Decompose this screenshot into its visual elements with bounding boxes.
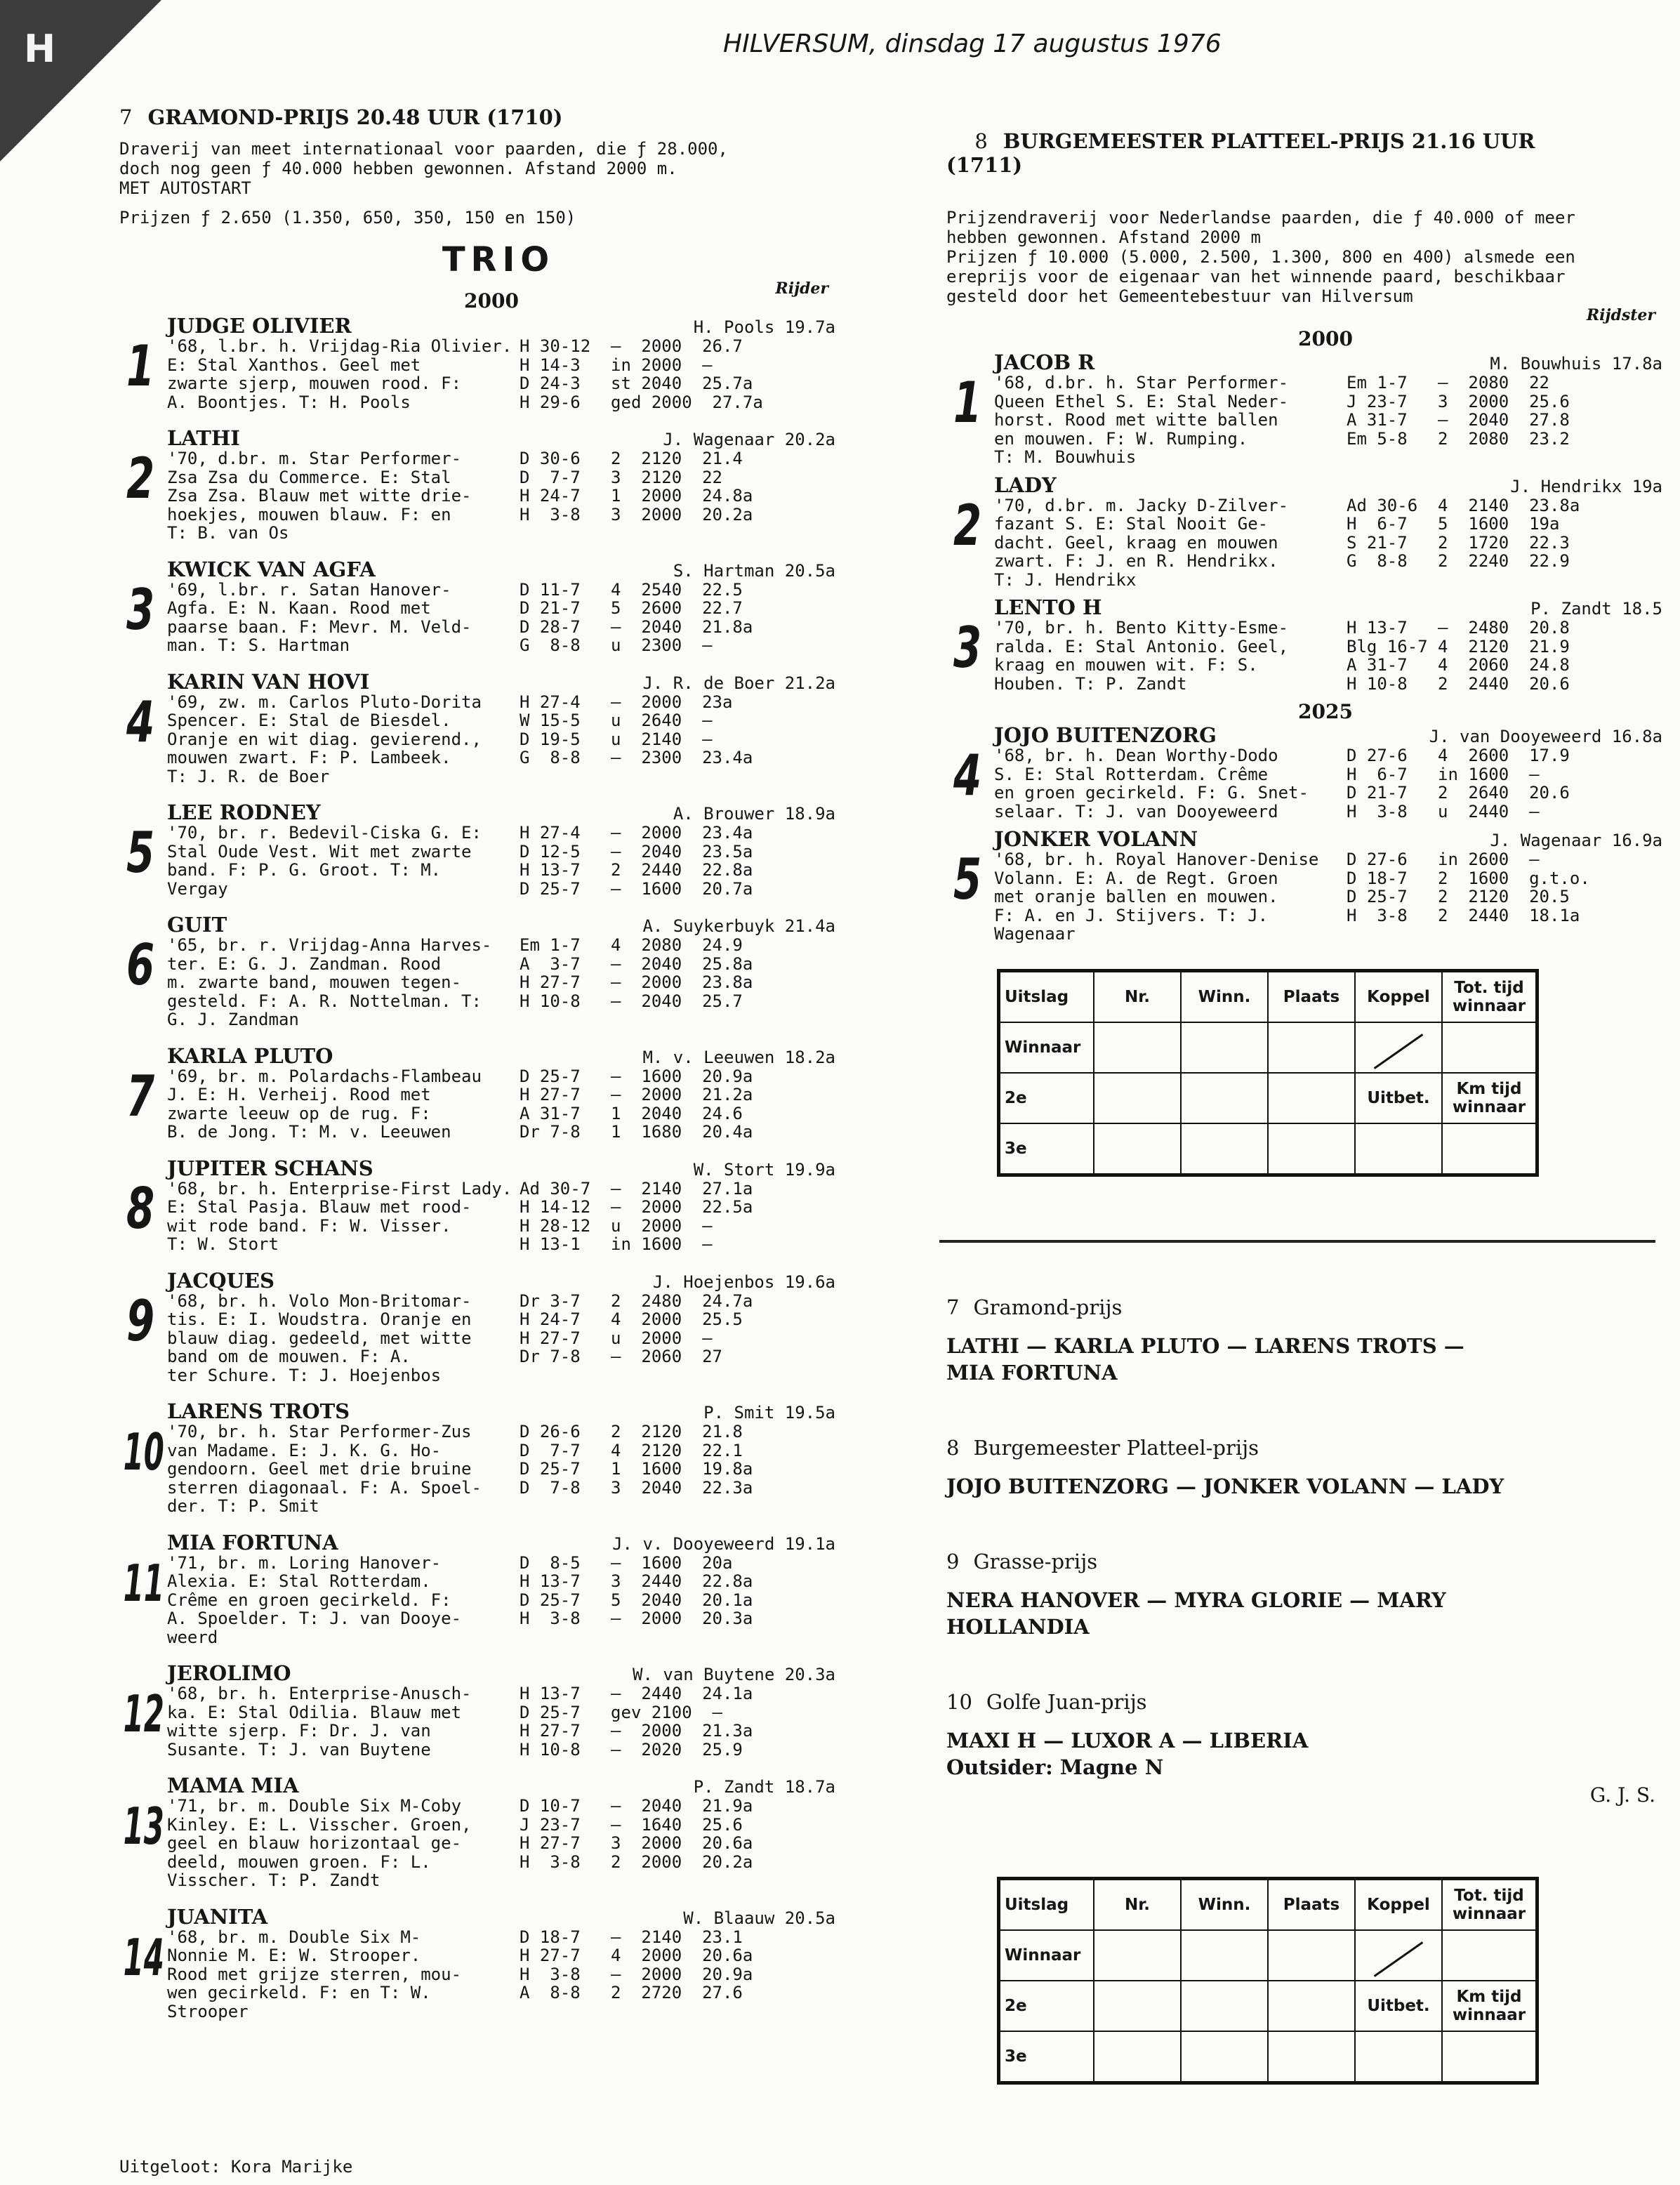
tip-block [946,1549,1662,1640]
horse-description: '68, br. h. Dean Worthy-Dodo S. E: Stal Rotterdam. Crême en groen gecirkeld. F: G. Snet- selaar. T: J. van Dooyeweerd [994,746,1309,821]
recent-results: D 26-6 2 2120 21.8 D 7-7 4 2120 22.1 D 25-7 1 1600 19.8a D 7-8 3 2040 22.3a [520,1422,753,1498]
horse-name: JOJO BUITENZORG [994,723,1217,747]
horse-name: LENTO H [994,595,1102,619]
race-8-number: 8 [974,129,988,153]
entry-body [167,1067,835,1142]
driver-name: M. v. Leeuwen 18.2a [642,1047,835,1067]
entry-body [167,581,835,655]
race-7-withdrawn: Uitgeloot: Kora Marijke [119,2157,353,2177]
driver-name: W. Blaauw 20.5a [683,1908,835,1928]
entry-header [994,828,1662,850]
recent-results: Ad 30-6 4 2140 23.8a H 6-7 5 1600 19a S 21-7 2 1720 22.3 G 8-8 2 2240 22.9 [1347,495,1580,571]
recent-results: H 27-4 — 2000 23.4a D 12-5 — 2040 23.5a H 13-7 2 2440 22.8a D 25-7 — 1600 20.7a [520,823,753,899]
table-cell [1442,1123,1537,1175]
koppel-slash-icon [1374,1941,1424,1977]
table-header-row [999,970,1537,1022]
table-cell [1442,1022,1537,1073]
horse-name: KWICK VAN AGFA [167,557,376,581]
entry-number: 2 [953,492,982,558]
horse-description: '71, br. m. Loring Hanover- Alexia. E: Stal Rotterdam. Crême en groen gecirkeld. F: A. Spoelder. T: J. van Dooye- weerd [167,1552,462,1647]
tip-race-title: Burgemeester Platteel-prijs [973,1435,1259,1460]
horse-entry [119,801,835,898]
row-label: 2e [999,1073,1094,1123]
driver-name: P. Zandt 18.7a [693,1777,835,1797]
table-cell [1094,1022,1181,1073]
table-header-cell: Uitslag [999,1878,1094,1930]
table-cell [1355,1930,1442,1981]
table-cell [1442,2031,1537,2083]
driver-name: J. Hoejenbos 19.6a [652,1272,835,1292]
horse-name: LARENS TROTS [167,1399,350,1423]
entry-body [167,824,835,898]
entry-header [994,724,1662,746]
tip-block [946,1295,1662,1386]
horse-name: KARIN VAN HOVI [167,669,370,694]
horse-entry [119,1157,835,1254]
horse-description: '68, d.br. h. Star Performer- Queen Ethel S. E: Stal Neder- horst. Rood met witte ballen en mouwen. F: W. Rumping. T: M. Bouwhuis [994,373,1289,467]
driver-name: J. van Dooyeweerd 16.8a [1429,727,1662,746]
entry-number: 10 [123,1422,164,1481]
entry-body [994,746,1662,821]
entry-body [994,850,1662,944]
entry-number: 1 [953,370,982,435]
entry-body [167,449,835,543]
driver-name: P. Zandt 18.5 [1530,599,1662,619]
race-7-column [119,105,835,2177]
entry-body [167,1928,835,2021]
table-header-cell: Uitslag [999,970,1094,1022]
km-tijd-label: Km tijd winnaar [1442,1073,1537,1123]
horse-description: '69, br. m. Polardachs-Flambeau J. E: H. Verheij. Rood met zwarte leeuw op de rug. F: B. de Jong. T: M. v. Leeuwen [167,1066,482,1142]
section-divider [939,1240,1655,1243]
race-7-number: 7 [119,105,133,129]
recent-results: Ad 30-7 — 2140 27.1a H 14-12 — 2000 22.5a H 28-12 u 2000 — H 13-1 in 1600 — [520,1178,753,1254]
row-label: 3e [999,2031,1094,2083]
table-cell [1094,1930,1181,1981]
entry-body [994,374,1662,467]
horse-entry [946,828,1662,944]
table-header-cell: Tot. tijd winnaar [1442,970,1537,1022]
tips-section [946,1295,1662,1781]
horse-entry [119,1531,835,1647]
horse-description: '70, br. h. Bento Kitty-Esme- ralda. E: Stal Antonio. Geel, kraag en mouwen wit. F: S. Houben. T: P. Zandt [994,618,1289,694]
race-7-title: GRAMOND-PRIJS 20.48 UUR (1710) [147,105,563,129]
horse-entry [946,596,1662,693]
uitbet-label: Uitbet. [1355,1981,1442,2031]
driver-name: W. Stort 19.9a [693,1159,835,1180]
recent-results: D 11-7 4 2540 22.5 D 21-7 5 2600 22.7 D 28-7 — 2040 21.8a G 8-8 u 2300 — [520,579,753,655]
tip-horses: JOJO BUITENZORG — JONKER VOLANN — LADY [946,1474,1504,1498]
horse-description: '70, d.br. m. Star Performer- Zsa Zsa du Commerce. E: Stal Zsa Zsa. Blauw met witte drie- hoekjes, mouwen blauw. F: en T: B. van Os [167,449,472,543]
result-table-race-10 [997,1877,1539,2085]
horse-description: '69, zw. m. Carlos Pluto-Dorita Spencer. E: Stal de Biesdel. Oranje en wit diag. gevierend., mouwen zwart. F: P. Lambeek. T: J. R. de Boer [167,692,482,786]
recent-results: D 18-7 — 2140 23.1 H 27-7 4 2000 20.6a H 3-8 — 2000 20.9a A 8-8 2 2720 27.6 [520,1927,753,2002]
horse-name: JUPITER SCHANS [167,1156,373,1180]
table-header-cell: Winn. [1181,1878,1268,1930]
race-8-heading [946,105,1662,201]
tip-race-number: 7 [946,1295,960,1319]
horse-name: JACOB R [994,350,1095,374]
horse-description: '68, br. h. Enterprise-Anusch- ka. E: Stal Odilia. Blauw met witte sjerp. F: Dr. J. van Susante. T: J. van Buytene [167,1684,472,1760]
entry-body [994,496,1662,590]
entry-number: 11 [123,1553,164,1613]
uitbet-label: Uitbet. [1355,1073,1442,1123]
recent-results: H 13-7 — 2440 24.1a D 25-7 gev 2100 — H 27-7 — 2000 21.3a H 10-8 — 2020 25.9 [520,1684,753,1760]
table-header-cell: Winn. [1181,970,1268,1022]
tip-race-number: 8 [946,1435,960,1460]
tip-heading [946,1295,1662,1320]
driver-name: A. Brouwer 18.9a [673,804,835,824]
table-cell [1181,1123,1268,1175]
entry-header [167,1400,835,1422]
horse-entry [119,558,835,655]
entry-header [167,801,835,824]
horse-description: '68, br. h. Royal Hanover-Denise Volann. E: A. de Regt. Groen met oranje ballen en mouwen. F: A. en J. Stijvers. T: J. Wagenaar [994,850,1319,944]
entry-header [167,427,835,449]
horse-entry [119,427,835,543]
entry-number: 7 [126,1063,155,1129]
entry-number: 12 [123,1684,164,1743]
tip-race-title: Golfe Juan-prijs [986,1689,1147,1714]
horse-entry [119,1269,835,1385]
entry-header [167,1906,835,1928]
entry-body [994,619,1662,693]
horse-description: '70, br. h. Star Performer-Zus van Madame. E: J. K. G. Ho- gendoorn. Geel met drie bruine sterren diagonaal. F: A. Spoel- der. T: P. Smit [167,1422,482,1516]
horse-entry [119,315,835,411]
horse-description: '68, br. h. Volo Mon-Britomar- tis. E: I. Woudstra. Oranje en blauw diag. gedeeld, met witte band om de mouwen. F: A. ter Schure. T: J. Hoejenbos [167,1290,472,1385]
table-header-cell: Plaats [1268,970,1355,1022]
table-cell [1181,1930,1268,1981]
row-label: 3e [999,1123,1094,1175]
horse-description: '70, d.br. m. Jacky D-Zilver- fazant S. E: Stal Nooit Ge- dacht. Geel, kraag en mouwen zwart. F: J. en R. Hendrikx. T: J. Hendrikx [994,495,1289,590]
tip-heading [946,1689,1662,1715]
entry-header [167,1662,835,1684]
entry-header [167,913,835,936]
entry-number: 14 [123,1927,164,1987]
entry-body [167,1554,835,1647]
entry-number: 3 [953,615,982,680]
signature: G. J. S. [1589,1783,1655,1807]
horse-entry [119,1774,835,1890]
race-8-distance-b: 2025 [1298,700,1353,723]
horse-name: JONKER VOLANN [994,827,1198,851]
table-cell [1094,1981,1181,2031]
horse-name: MIA FORTUNA [167,1530,338,1554]
tip-horses: LATHI — KARLA PLUTO — LARENS TROTS — MIA FORTUNA [946,1333,1464,1385]
horse-entry [946,724,1662,821]
entry-number: 5 [953,847,982,912]
tip-race-title: Gramond-prijs [973,1295,1123,1319]
entry-number: 3 [126,576,155,642]
horse-entry [119,1906,835,2021]
entry-number: 2 [126,446,155,511]
driver-name: P. Smit 19.5a [703,1403,835,1422]
driver-name: H. Pools 19.7a [693,317,835,337]
horse-description: '70, br. r. Bedevil-Ciska G. E: Stal Oude Vest. Wit met zwarte band. F: P. G. Groot. T: M. Vergay [167,823,482,899]
driver-name: A. Suykerbuyk 21.4a [642,916,835,936]
row-label: Winnaar [999,1022,1094,1073]
entry-number: 1 [126,334,155,399]
table-row [999,1981,1537,2031]
table-cell [1355,2031,1442,2083]
table-cell [1268,1930,1355,1981]
entry-number: 6 [126,932,155,998]
table-cell [1268,2031,1355,2083]
driver-name: S. Hartman 20.5a [673,560,835,581]
race-8-entries-2025 [946,724,1662,944]
race-7-prizes: Prijzen ƒ 2.650 (1.350, 650, 350, 150 en 150) [119,208,576,227]
race-7-intro: Draverij van meet internationaal voor paarden, die ƒ 28.000, doch nog geen ƒ 40.000 hebben gewonnen. Afstand 2000 m. MET AUTOSTART [119,139,728,198]
horse-entry [946,351,1662,467]
entry-body [167,1422,835,1516]
tip-race-number: 9 [946,1549,960,1573]
table-cell [1268,1022,1355,1073]
entry-body [167,936,835,1029]
entry-body [167,1180,835,1254]
driver-name: J. Hendrikx 19a [1510,476,1662,496]
race-8-intro: Prijzendraverij voor Nederlandse paarden, die ƒ 40.000 of meer hebben gewonnen. Afstand 2000 m Prijzen ƒ 10.000 (5.000, 2.500, 1.300, 800 en 400) alsmede een ereprijs voor de eigenaar van het winnende paard, beschikbaar gesteld door het Gemeentebestuur van Hilversum [946,208,1575,306]
entry-header [167,671,835,693]
entry-header [167,1531,835,1554]
entry-number: 5 [126,820,155,885]
table-cell [1181,2031,1268,2083]
horse-description: '68, l.br. h. Vrijdag-Ria Olivier. E: Stal Xanthos. Geel met zwarte sjerp, mouwen rood. F: A. Boontjes. T: H. Pools [167,336,512,412]
race-8-distance-a: 2000 [1298,327,1353,350]
horse-entry [119,1662,835,1759]
table-header-cell: Nr. [1094,1878,1181,1930]
horse-description: '69, l.br. r. Satan Hanover- Agfa. E: N. Kaan. Rood met paarse baan. F: Mevr. M. Veld- man. T: S. Hartman [167,579,472,655]
horse-description: '68, br. m. Double Six M- Nonnie M. E: W. Strooper. Rood met grijze sterren, mou- wen gecirkeld. F: en T: W. Strooper [167,1927,462,2021]
table-cell [1094,1123,1181,1175]
table-cell [1268,1981,1355,2031]
recent-results: D 27-6 in 2600 — D 18-7 2 1600 g.t.o. D 25-7 2 2120 20.5 H 3-8 2 2440 18.1a [1347,850,1590,925]
entry-header [167,558,835,581]
entry-number: 13 [123,1797,164,1856]
horse-description: '71, br. m. Double Six M-Coby Kinley. E: L. Visscher. Groen, geel en blauw horizontaal ge- deeld, mouwen groen. F: L. Visscher. T: P. Zandt [167,1796,472,1890]
horse-name: JUANITA [167,1904,268,1929]
page-header: HILVERSUM, dinsdag 17 augustus 1976 [723,29,1222,58]
race-8-column [946,105,1662,2177]
table-cell [1094,2031,1181,2083]
table-row [999,1123,1537,1175]
table-header-row [999,1878,1537,1930]
table-cell [1181,1981,1268,2031]
horse-name: LADY [994,473,1057,497]
rijder-row [119,279,835,315]
recent-results: D 27-6 4 2600 17.9 H 6-7 in 1600 — D 21-7 2 2640 20.6 H 3-8 u 2440 — [1347,746,1570,821]
horse-name: GUIT [167,913,227,937]
entry-header [167,1269,835,1292]
tip-horses: MAXI H — LUXOR A — LIBERIA Outsider: Magne N [946,1728,1309,1779]
horse-name: LEE RODNEY [167,800,321,824]
race-7-heading [119,105,835,129]
rijder-label: Rijder [775,279,828,298]
recent-results: H 30-12 — 2000 26.7 H 14-3 in 2000 — D 24-3 st 2040 25.7a H 29-6 ged 2000 27.7a [520,336,763,412]
rijdster-row [946,306,1662,327]
table-cell [1268,1073,1355,1123]
entry-number: 4 [126,689,155,755]
tip-race-number: 10 [946,1689,972,1714]
recent-results: D 10-7 — 2040 21.9a J 23-7 — 1640 25.6 H 27-7 3 2000 20.6a H 3-8 2 2000 20.2a [520,1796,753,1872]
entry-header [994,351,1662,374]
trio-label: TRIO [442,240,555,279]
tip-block [946,1689,1662,1781]
table-cell [1355,1022,1442,1073]
table-cell [1181,1022,1268,1073]
entry-header [167,315,835,337]
recent-results: Em 1-7 — 2080 22 J 23-7 3 2000 25.6 A 31-7 — 2040 27.8 Em 5-8 2 2080 23.2 [1347,373,1570,449]
recent-results: H 27-4 — 2000 23a W 15-5 u 2640 — D 19-5 u 2140 — G 8-8 — 2300 23.4a [520,692,753,767]
tip-heading [946,1435,1662,1460]
entry-header [167,1774,835,1797]
entry-body [167,1292,835,1385]
table-header-cell: Plaats [1268,1878,1355,1930]
driver-name: W. van Buytene 20.3a [633,1665,835,1684]
table-cell [1094,1073,1181,1123]
entry-body [167,1684,835,1759]
entry-header [994,474,1662,496]
tip-heading [946,1549,1662,1574]
race-8-entries-2000 [946,351,1662,693]
horse-description: '65, br. r. Vrijdag-Anna Harves- ter. E: G. J. Zandman. Rood m. zwarte band, mouwen tegen- gesteld. F: A. R. Nottelman. T: G. J. Zandman [167,935,492,1029]
driver-name: M. Bouwhuis 17.8a [1490,354,1662,374]
entry-number: 9 [126,1288,155,1354]
horse-entry [119,913,835,1029]
tip-race-title: Grasse-prijs [973,1549,1098,1573]
row-label: Winnaar [999,1930,1094,1981]
recent-results: D 30-6 2 2120 21.4 D 7-7 3 2120 22 H 24-7 1 2000 24.8a H 3-8 3 2000 20.2a [520,449,753,524]
horse-entry [119,1400,835,1516]
driver-name: J. Wagenaar 16.9a [1490,831,1662,850]
entry-number: 4 [953,743,982,808]
tip-block [946,1435,1662,1500]
horse-entry [946,474,1662,590]
race-8-title: BURGEMEESTER PLATTEEL-PRIJS 21.16 UUR (1711) [946,129,1535,177]
rijdster-label: Rijdster [1586,306,1655,324]
horse-description: '68, br. h. Enterprise-First Lady. E: Stal Pasja. Blauw met rood- wit rode band. F: W. Visser. T: W. Stort [167,1178,512,1254]
table-cell [1442,1930,1537,1981]
table-row [999,1022,1537,1073]
entry-number: 8 [126,1175,155,1241]
table-row [999,2031,1537,2083]
entry-header [994,596,1662,619]
horse-name: LATHI [167,426,240,450]
race-7-entries [119,315,835,2021]
table-row [999,1073,1537,1123]
result-table-race-8 [997,969,1539,1177]
table-header-cell: Koppel [1355,1878,1442,1930]
horse-name: KARLA PLUTO [167,1043,333,1068]
recent-results: D 8-5 — 1600 20a H 13-7 3 2440 22.8a D 25-7 5 2040 20.1a H 3-8 — 2000 20.3a [520,1552,753,1628]
entry-body [167,693,835,786]
horse-name: JACQUES [167,1268,275,1293]
recent-results: Dr 3-7 2 2480 24.7a H 24-7 4 2000 25.5 H 27-7 u 2000 — Dr 7-8 — 2060 27 [520,1290,753,1366]
driver-name: J. v. Dooyeweerd 19.1a [612,1533,835,1554]
table-cell [1268,1123,1355,1175]
horse-entry [119,671,835,786]
entry-header [167,1045,835,1067]
table-header-cell: Koppel [1355,970,1442,1022]
table-row [999,1930,1537,1981]
row-label: 2e [999,1981,1094,2031]
table-header-cell: Tot. tijd winnaar [1442,1878,1537,1930]
horse-entry [119,1045,835,1142]
entry-body [167,337,835,411]
recent-results: D 25-7 — 1600 20.9a H 27-7 — 2000 21.2a A 31-7 1 2040 24.6 Dr 7-8 1 1680 20.4a [520,1066,753,1142]
table-cell [1355,1123,1442,1175]
km-tijd-label: Km tijd winnaar [1442,1981,1537,2031]
entry-header [167,1157,835,1180]
table-header-cell: Nr. [1094,970,1181,1022]
horse-name: JUDGE OLIVIER [167,314,352,338]
section-letter: H [24,27,56,71]
tip-horses: NERA HANOVER — MYRA GLORIE — MARY HOLLANDIA [946,1587,1446,1639]
recent-results: Em 1-7 4 2080 24.9 A 3-7 — 2040 25.8a H 27-7 — 2000 23.8a H 10-8 — 2040 25.7 [520,935,753,1011]
driver-name: J. Wagenaar 20.2a [663,430,835,449]
koppel-slash-icon [1374,1034,1424,1069]
horse-name: JEROLIMO [167,1661,291,1685]
driver-name: J. R. de Boer 21.2a [642,673,835,693]
horse-name: MAMA MIA [167,1774,299,1797]
recent-results: H 13-7 — 2480 20.8 Blg 16-7 4 2120 21.9 A 31-7 4 2060 24.8 H 10-8 2 2440 20.6 [1347,618,1570,694]
race-7-distance: 2000 [464,289,519,312]
entry-body [167,1797,835,1890]
table-cell [1181,1073,1268,1123]
